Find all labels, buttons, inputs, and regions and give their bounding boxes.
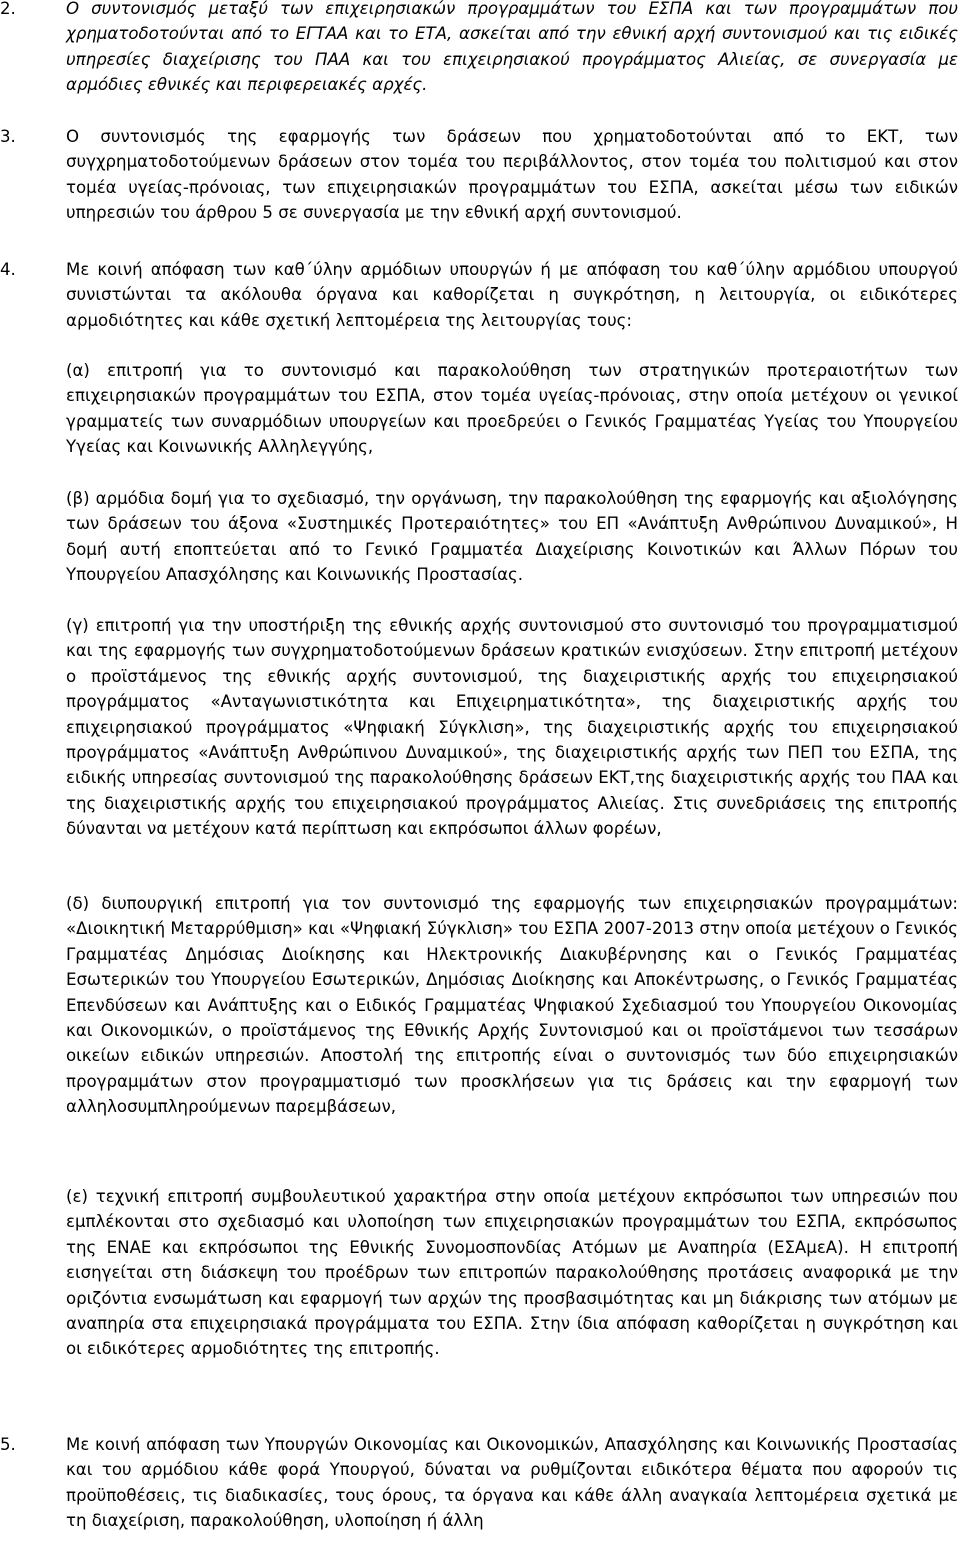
paragraph-2 bbox=[0, 0, 958, 98]
paragraph-text: Με κοινή απόφαση των Υπουργών Οικονομίας και Οικονομικών, Απασχόλησης και Κοινωνικής Προστασίας και του αρμόδιου κάθε φορά Υπουργού, δύναται να ρυθμίζονται ειδικότερα θέματα που αφορούν τις προϋποθέσεις, τις διαδικασίες, τους όρους, τα όργανα και κάθε άλλη αναγκαία λεπτομέρεια σχετικά με τη διαχείριση, παρακολούθηση, υλοποίηση ή άλλη bbox=[66, 1435, 958, 1531]
subitem-e: (ε) τεχνική επιτροπή συμβουλευτικού χαρακτήρα στην οποία μετέχουν εκπρόσωποι των υπηρεσιών που εμπλέκονται στο σχεδιασμό και υλοποίηση των επιχειρησιακών προγραμμάτων του ΕΣΠΑ, εκπρόσωπος της ΕΝΑΕ και εκπρόσωποι της Εθνικής Συνομοσπονδίας Ατόμων με Αναπηρία (ΕΣΑμεΑ). Η επιτροπή εισηγείται στη διάσκεψη του προέδρων των επιτροπών παρακολούθησης προτάσεις αναφορικά με την οριζόντια ενσωμάτωση και εφαρμογή των αρχών της προσβασιμότητας και μη διάκρισης των ατόμων με αναπηρία στα επιχειρησιακά προγράμματα του ΕΣΠΑ. Στην ίδια απόφαση καθορίζεται η συγκρότηση και οι ειδικότερες αρμοδιότητες της επιτροπής. bbox=[66, 1187, 958, 1359]
subitem-a: (α) επιτροπή για το συντονισμό και παρακολούθηση των στρατηγικών προτεραιοτήτων των επιχειρησιακών προγραμμάτων του ΕΣΠΑ, στον τομέα υγείας-πρόνοιας, στην οποία μετέχουν οι γενικοί γραμματείς των συναρμόδιων υπουργείων και προεδρεύει ο Γενικός Γραμματέας Υγείας του Υπουργείου Υγείας και Κοινωνικής Αλληλεγγύης, bbox=[66, 361, 958, 457]
paragraph-3 bbox=[0, 124, 958, 226]
paragraph-number: 4. bbox=[0, 260, 16, 279]
paragraph-text: Με κοινή απόφαση των καθ΄ύλην αρμόδιων υπουργών ή με απόφαση του καθ΄ύλην αρμόδιου υπουργού συνιστώνται τα ακόλουθα όργανα και καθορίζεται η συγκρότηση, η λειτουργία, οι ειδικότερες αρμοδιότητες και κάθε σχετική λεπτομέρεια της λειτουργίας τους: bbox=[66, 260, 958, 330]
subitem-b: (β) αρμόδια δομή για το σχεδιασμό, την οργάνωση, την παρακολούθηση της εφαρμογής και αξιολόγησης των δράσεων του άξονα «Συστημικές Προτεραιότητες» του ΕΠ «Ανάπτυξη Ανθρώπινου Δυναμικού», Η δομή αυτή εποπτεύεται από το Γενικό Γραμματέα Διαχείρισης Κοινοτικών και Άλλων Πόρων του Υπουργείου Απασχόλησης και Κοινωνικής Προστασίας. bbox=[66, 489, 958, 585]
paragraph-number: 5. bbox=[0, 1435, 16, 1454]
paragraph-text: Ο συντονισμός της εφαρμογής των δράσεων που χρηματοδοτούνται από το ΕΚΤ, των συγχρηματοδοτούμενων δράσεων στον τομέα του περιβάλλοντος, στον τομέα του πολιτισμού και στον τομέα υγείας-πρόνοιας, των επιχειρησιακών προγραμμάτων του ΕΣΠΑ, ασκείται μέσω των ειδικών υπηρεσιών του άρθρου 5 σε συνεργασία με την εθνική αρχή συντονισμού. bbox=[66, 127, 958, 223]
paragraph-4 bbox=[0, 257, 958, 333]
paragraph-text: Ο συντονισμός μεταξύ των επιχειρησιακών προγραμμάτων του ΕΣΠΑ και των προγραμμάτων που χρηματοδοτούνται από το ΕΓΤΑΑ και το ΕΤΑ, ασκείται από την εθνική αρχή συντονισμού και τις ειδικές υπηρεσίες διαχείρισης του ΠΑΑ και του επιχειρησιακού προγράμματος Αλιείας, σε συνεργασία με αρμόδιες εθνικές και περιφερειακές αρχές. bbox=[66, 0, 958, 95]
paragraph-5 bbox=[0, 1432, 958, 1534]
subitem-c: (γ) επιτροπή για την υποστήριξη της εθνικής αρχής συντονισμού στο συντονισμό του προγραμματισμού και της εφαρμογής των συγχρηματοδοτούμενων δράσεων κρατικών ενισχύσεων. Στην επιτροπή μετέχουν ο προϊστάμενος της εθνικής αρχής συντονισμού, της διαχειριστικής αρχής του επιχειρησιακού προγράμματος «Ανταγωνιστικότητα και Επιχειρηματικότητα», της διαχειριστικής αρχής του επιχειρησιακού προγράμματος «Ψηφιακή Σύγκλιση», της διαχειριστικής αρχής του επιχειρησιακού προγράμματος «Ανάπτυξη Ανθρώπινου Δυναμικού», της διαχειριστικής αρχής των ΠΕΠ του ΕΣΠΑ, της ειδικής υπηρεσίας συντονισμού της παρακολούθησης δράσεων ΕΚΤ,της διαχειριστικής αρχής του ΠΑΑ και της διαχειριστικής αρχής του επιχειρησιακού προγράμματος Αλιείας. Στις συνεδριάσεις της επιτροπής δύνανται να μετέχουν κατά περίπτωση και εκπρόσωποι άλλων φορέων, bbox=[66, 616, 958, 839]
paragraph-number: 2. bbox=[0, 0, 16, 18]
subitem-d: (δ) διυπουργική επιτροπή για τον συντονισμό της εφαρμογής των επιχειρησιακών προγραμμάτων: «Διοικητική Μεταρρύθμιση» και «Ψηφιακή Σύγκλιση» του ΕΣΠΑ 2007-2013 στην οποία μετέχουν ο Γενικός Γραμματέας Δημόσιας Διοίκησης και Ηλεκτρονικής Διακυβέρνησης και ο Γενικός Γραμματέας Εσωτερικών του Υπουργείου Εσωτερικών, Δημόσιας Διοίκησης και Αποκέντρωσης, ο Γενικός Γραμματέας Επενδύσεων και Ανάπτυξης και ο Ειδικός Γραμματέας Ψηφιακού Σχεδιασμού του Υπουργείου Οικονομίας και Οικονομικών, ο προϊστάμενος της Εθνικής Αρχής Συντονισμού και οι προϊστάμενοι των τεσσάρων οικείων ειδικών υπηρεσιών. Αποστολή της επιτροπής είναι ο συντονισμός των δύο επιχειρησιακών προγραμμάτων στον προγραμματισμό των προσκλήσεων για τις δράσεις και την εφαρμογή των αλληλοσυμπληρούμενων παρεμβάσεων, bbox=[66, 894, 958, 1117]
paragraph-number: 3. bbox=[0, 127, 16, 146]
